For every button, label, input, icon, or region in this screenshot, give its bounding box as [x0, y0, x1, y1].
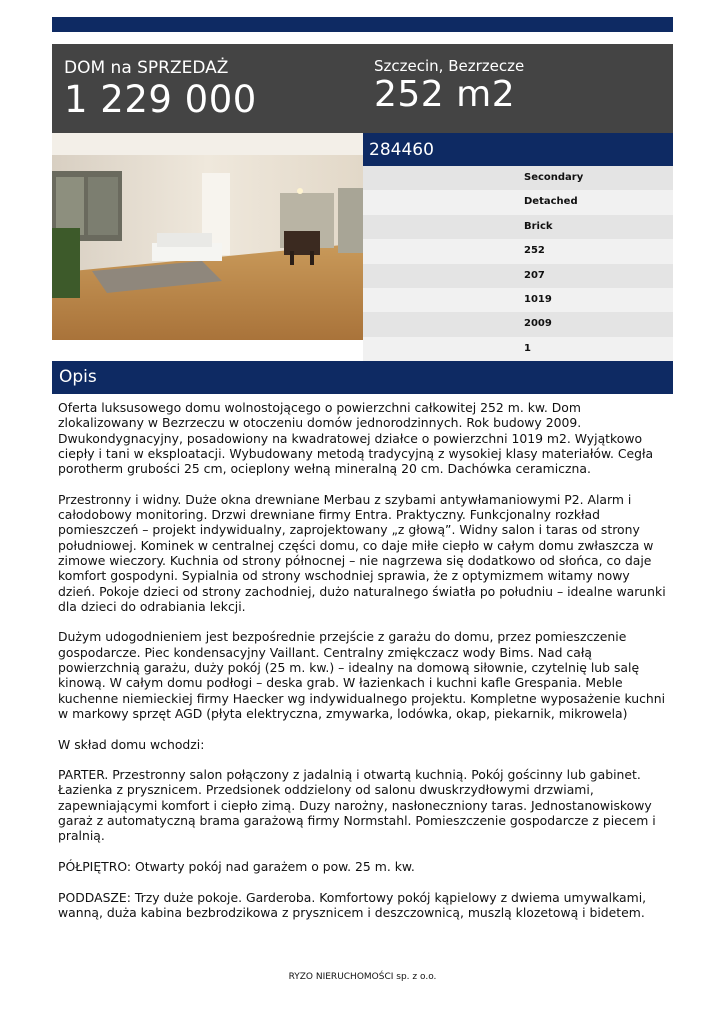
property-value: Secondary: [524, 172, 584, 183]
property-row: [363, 264, 673, 288]
property-row: [363, 337, 673, 361]
property-row: [363, 190, 673, 214]
listing-id: 284460: [369, 140, 434, 160]
description-heading-bar: [52, 361, 673, 394]
property-type-label: DOM na SPRZEDAŻ: [64, 58, 229, 78]
listing-id-bar: [363, 133, 673, 166]
description-paragraph: PÓŁPIĘTRO: Otwarty pokój nad garażem o pow. 25 m. kw.: [58, 858, 415, 874]
property-value: 207: [524, 269, 545, 281]
price: 1 229 000: [64, 78, 257, 121]
footer-company-name: RYZO NIERUCHOMOŚCI sp. z o.o.: [288, 972, 437, 982]
property-value: 2009: [524, 318, 552, 330]
property-row: [363, 239, 673, 263]
description-paragraph: Dużym udogodnieniem jest bezpośrednie przejście z garażu do domu, przez pomieszczenie gospodarcze. Piec kondensacyjny Vaillant. Centralny zmiękczacz wody Bims. Nad całą powierzchnią garażu, duży pokój (25 m. kw.) – idealny na domową siłownie, czytelnię lub salę kinową. W całym domu podłogi – deska grab. W łazienkach i kuchni kafle Grespania. Meble kuchenne niemieckiej firmy Haecker wg indywidualnego projektu. Kompletne wyposażenie kuchni w markowy sprzęt AGD (płyta elektryczna, zmywarka, lodówka, okap, piekarnik, mikrowela): [58, 629, 666, 721]
property-row: [363, 166, 673, 190]
description-paragraph: Oferta luksusowego domu wolnostojącego o powierzchni całkowitej 252 m. kw. Dom zlokalizowany w Bezrzeczu w otoczeniu domów jednorodzinnych. Rok budowy 2009. Dwukondygnacyjny, posadowiony na kwadratowej działce o powierzchni 1019 m2. Wyjątkowo ciepły i tani w eksploatacji. Wybudowany metodą tradycyjną z wysokiej klasy materiałów. Cegła porotherm grubości 25 cm, ocieplony wełną mineralną 20 cm. Dachówka ceramiczna.: [58, 400, 654, 477]
property-value: 1: [524, 342, 531, 354]
property-details-table: [363, 166, 673, 361]
top-accent-bar: [52, 17, 673, 32]
description-paragraph: PODDASZE: Trzy duże pokoje. Garderoba. Komfortowy pokój kąpielowy z dwiema umywalkami, wanną, duża kabina bezbrodzikowa z prysznicem i deszczownicą, muszlą klozetową i bidetem.: [58, 889, 647, 920]
description-paragraph: PARTER. Przestronny salon połączony z jadalnią i otwartą kuchnią. Pokój gościnny lub gabinet. Łazienka z prysznicem. Przedsionek oddzielony od salonu dwuskrzydłowymi drzwiami, zapewniającymi komfort i ciepło zimą. Duzy narożny, nasłoneczniony taras. Jednostanowiskowy garaż z automatyczną brama garażową firmy Normstahl. Pomieszczenie gospodarcze z piecem i pralnią.: [58, 767, 656, 844]
property-value: 252: [524, 245, 545, 257]
description-body: [58, 400, 670, 935]
description-heading: Opis: [59, 367, 97, 387]
description-paragraph: Przestronny i widny. Duże okna drewniane Merbau z szybami antywłamaniowymi P2. Alarm i całodobowy monitoring. Drzwi drewniane firmy Entra. Praktyczny. Funkcjonalny rozkład pomieszczeń – projekt indywidualny, zaprojektowany „z głową”. Widny salon i taras od strony południowej. Kominek w centralnej części domu, co daje miłe ciepło w całym domu zwłaszcza w zimowe wieczory. Kuchnia od strony północnej – nie nagrzewa się dodatkowo od słońca, co daje komfort gospodyni. Sypialnia od strony wschodniej sprawia, że z optymizmem witamy nowy dzień. Pokoje dzieci od strony zachodniej, dużo naturalnego światła po południu – idealne warunki dla dzieci do odrabiania lekcji.: [58, 491, 666, 614]
area: 252 m2: [374, 74, 516, 115]
property-value: Brick: [524, 220, 553, 232]
property-value: Detached: [524, 196, 578, 208]
property-row: [363, 288, 673, 312]
listing-header: [52, 44, 673, 133]
description-paragraph: W skład domu wchodzi:: [58, 736, 205, 752]
property-value: 1019: [524, 293, 552, 305]
property-row: [363, 215, 673, 239]
location: Szczecin, Bezrzecze: [374, 57, 525, 75]
property-photo: [52, 133, 363, 340]
property-row: [363, 312, 673, 336]
